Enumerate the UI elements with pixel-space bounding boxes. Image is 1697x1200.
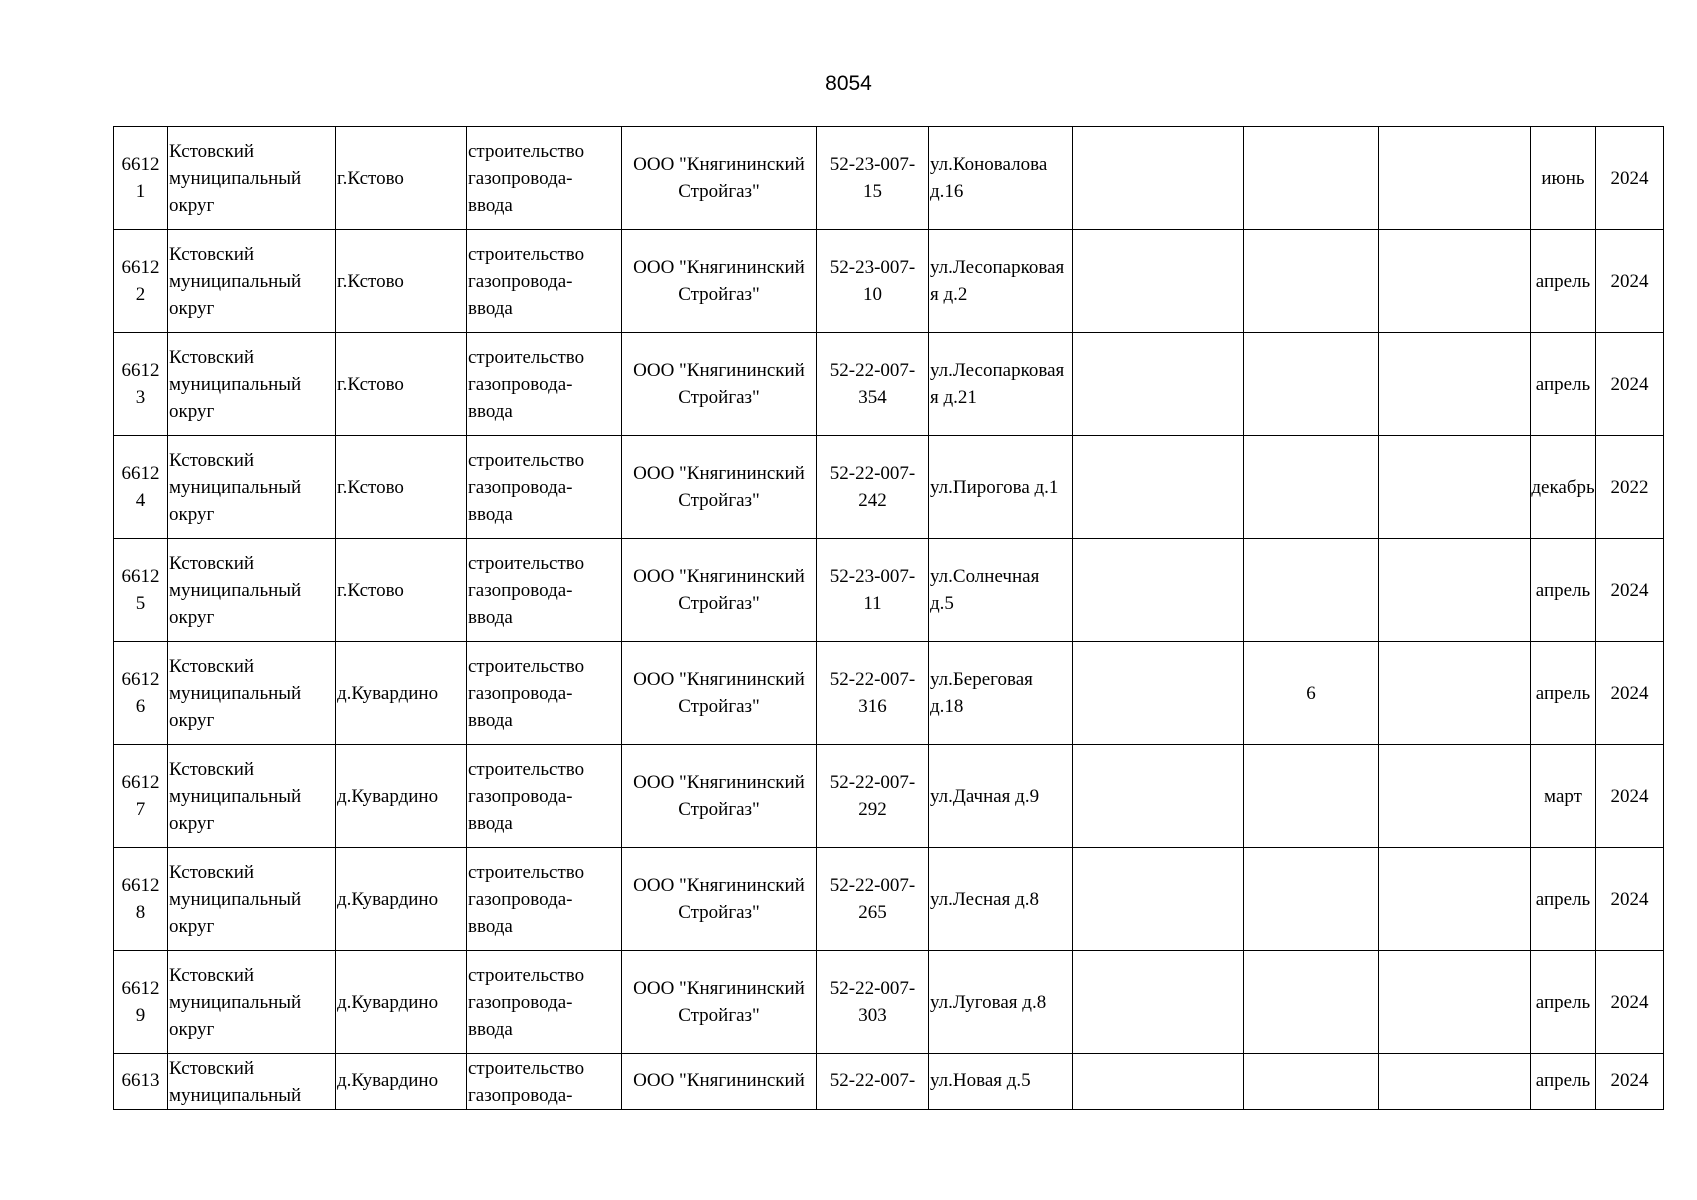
cell-number: [114, 436, 168, 539]
work-line: ввода: [468, 812, 513, 834]
address-line: ул.Солнечная: [930, 566, 1040, 587]
cell-number: [114, 539, 168, 642]
cell-extra-2: [1244, 848, 1379, 951]
cell-extra-3: [1379, 642, 1531, 745]
code-line: 52-23-007-: [829, 566, 916, 587]
cell-extra-3: [1379, 539, 1531, 642]
cell-code: 52-22-007-: [817, 1054, 929, 1110]
code-line: 52-22-007-: [829, 669, 916, 690]
table-row: [114, 1054, 1664, 1110]
code-line: 242: [858, 490, 887, 511]
cell-number: [114, 642, 168, 745]
org-line: Стройгаз": [678, 181, 760, 202]
cell-extra-3: [1379, 436, 1531, 539]
code-line: 52-23-007-: [829, 154, 916, 175]
cell-month: [1531, 539, 1596, 642]
code-line: 11: [863, 593, 882, 614]
work-line: газопровода-: [468, 373, 573, 395]
address-line: д.5: [930, 593, 954, 614]
municipality-line: муниципальный: [169, 373, 302, 395]
org-line: ООО "Княгининский: [633, 875, 805, 896]
cell-locality: [336, 436, 467, 539]
year-text: 2022: [1610, 476, 1649, 498]
cell-month: [1531, 333, 1596, 436]
cell-number: [114, 951, 168, 1054]
municipality-line: муниципальный: [169, 270, 302, 292]
address-line: ул.Пирогова д.1: [930, 476, 1059, 498]
work-line: строительство: [468, 449, 585, 471]
address-line: ул.Лесная д.8: [930, 888, 1039, 910]
cell-month: [1531, 951, 1596, 1054]
cell-address: [929, 333, 1073, 436]
number-part: 6612: [121, 875, 160, 896]
address-line: ул.Береговая: [930, 669, 1033, 690]
address-line: я д.2: [930, 284, 968, 305]
month-text: июнь: [1541, 167, 1585, 189]
work-line: строительство: [468, 758, 585, 780]
table-row: [114, 333, 1664, 436]
municipality-line: Кстовский: [169, 243, 255, 265]
municipality-line: Кстовский: [169, 552, 255, 574]
locality-text: д.Кувардино: [337, 785, 439, 807]
cell-extra-1: [1073, 333, 1244, 436]
municipality-line: Кстовский: [169, 346, 255, 368]
work-line: строительство: [468, 346, 585, 368]
cell-address: [929, 230, 1073, 333]
cell-locality: [336, 951, 467, 1054]
code-line: 52-22-007-: [829, 772, 916, 793]
cell-address: [929, 848, 1073, 951]
cell-year: [1596, 848, 1664, 951]
cell-extra-1: [1073, 848, 1244, 951]
municipality-line: муниципальный: [169, 476, 302, 498]
month-text: апрель: [1535, 579, 1591, 601]
cell-municipality: [168, 230, 336, 333]
cell-year: [1596, 539, 1664, 642]
cell-extra-3: [1379, 333, 1531, 436]
locality-text: г.Кстово: [337, 476, 404, 498]
work-line: строительство: [468, 655, 585, 677]
work-line: строительство: [468, 1058, 585, 1079]
cell-extra-3: [1379, 127, 1531, 230]
cell-organization: ООО "Княгининский: [622, 1054, 817, 1110]
code-line: 303: [858, 1005, 887, 1026]
cell-extra-3: [1379, 848, 1531, 951]
cell-code: [817, 127, 929, 230]
cell-code: [817, 848, 929, 951]
cell-extra-2: [1244, 333, 1379, 436]
org-line: Стройгаз": [678, 284, 760, 305]
cell-empty: [1379, 1054, 1531, 1110]
number-part: 7: [135, 799, 146, 820]
cell-municipality: [168, 127, 336, 230]
cell-extra-2: [1244, 745, 1379, 848]
work-line: газопровода-: [468, 1085, 573, 1106]
cell-year: [1596, 745, 1664, 848]
municipality-line: муниципальный: [169, 888, 302, 910]
locality-text: г.Кстово: [337, 270, 404, 292]
number-part: 6612: [121, 154, 160, 175]
cell-empty: [1073, 1054, 1244, 1110]
cell-extra-1: [1073, 642, 1244, 745]
cell-number: [114, 745, 168, 848]
work-line: газопровода-: [468, 270, 573, 292]
cell-locality: [336, 642, 467, 745]
address-line: д.18: [930, 696, 964, 717]
number-part: 4: [135, 490, 146, 511]
number-part: 6612: [121, 566, 160, 587]
year-text: 2024: [1610, 682, 1649, 704]
code-line: 10: [863, 284, 882, 305]
cell-municipality: [168, 333, 336, 436]
number-part: 2: [135, 284, 146, 305]
cell-work-type: [467, 1054, 622, 1110]
code-line: 52-22-007-: [829, 875, 916, 896]
locality-text: д.Кувардино: [337, 888, 439, 910]
cell-year: 2024: [1596, 1054, 1664, 1110]
org-line: ООО "Княгининский: [633, 669, 805, 690]
number-part: 6: [135, 696, 146, 717]
code-line: 15: [863, 181, 882, 202]
cell-code: [817, 436, 929, 539]
municipality-line: муниципальный: [169, 682, 302, 704]
cell-number: [114, 230, 168, 333]
cell-code: [817, 539, 929, 642]
work-line: ввода: [468, 709, 513, 731]
municipality-line: муниципальный: [169, 785, 302, 807]
work-line: ввода: [468, 194, 513, 216]
municipality-line: муниципальный: [169, 991, 302, 1013]
cell-code: [817, 333, 929, 436]
year-text: 2024: [1610, 373, 1649, 395]
address-line: ул.Лесопарковая: [930, 257, 1065, 278]
code-line: 292: [858, 799, 887, 820]
number-part: 1: [135, 181, 146, 202]
extra-value: 6: [1306, 682, 1316, 704]
locality-text: г.Кстово: [337, 373, 404, 395]
cell-organization: [622, 745, 817, 848]
cell-month: апрель: [1531, 1054, 1596, 1110]
cell-work-type: [467, 848, 622, 951]
cell-extra-2: [1244, 127, 1379, 230]
cell-work-type: [467, 642, 622, 745]
municipality-line: муниципальный: [169, 167, 302, 189]
cell-municipality: [168, 642, 336, 745]
work-line: газопровода-: [468, 579, 573, 601]
municipality-line: Кстовский: [169, 758, 255, 780]
cell-code: [817, 642, 929, 745]
address-line: д.16: [930, 181, 964, 202]
cell-locality: [336, 333, 467, 436]
cell-number: [114, 848, 168, 951]
table-row: [114, 848, 1664, 951]
work-line: ввода: [468, 297, 513, 319]
number-part: 6612: [121, 669, 160, 690]
address-line: ул.Коновалова: [930, 154, 1048, 175]
year-text: 2024: [1610, 785, 1649, 807]
cell-year: [1596, 333, 1664, 436]
cell-extra-2: [1244, 436, 1379, 539]
cell-address: [929, 539, 1073, 642]
cell-month: [1531, 127, 1596, 230]
municipality-line: округ: [169, 709, 215, 731]
cell-address: [929, 642, 1073, 745]
work-line: газопровода-: [468, 785, 573, 807]
cell-extra-1: [1073, 230, 1244, 333]
org-line: Стройгаз": [678, 490, 760, 511]
work-line: строительство: [468, 140, 585, 162]
work-line: строительство: [468, 552, 585, 574]
code-line: 316: [858, 696, 887, 717]
month-text: март: [1544, 785, 1582, 807]
cell-address: [929, 127, 1073, 230]
cell-work-type: [467, 127, 622, 230]
year-text: 2024: [1610, 167, 1649, 189]
cell-code: [817, 230, 929, 333]
cell-year: [1596, 951, 1664, 1054]
org-line: ООО "Княгининский: [633, 978, 805, 999]
cell-locality: [336, 539, 467, 642]
municipality-line: округ: [169, 503, 215, 525]
cell-extra-1: [1073, 745, 1244, 848]
number-part: 9: [135, 1005, 146, 1026]
number-part: 8: [135, 902, 146, 923]
cell-work-type: [467, 951, 622, 1054]
cell-locality: [336, 848, 467, 951]
cell-extra-1: [1073, 436, 1244, 539]
cell-code: [817, 951, 929, 1054]
municipality-line: Кстовский: [169, 964, 255, 986]
cell-year: [1596, 642, 1664, 745]
number-part: 6612: [121, 360, 160, 381]
cell-extra-1: [1073, 539, 1244, 642]
org-line: ООО "Княгининский: [633, 463, 805, 484]
org-line: ООО "Княгининский: [633, 360, 805, 381]
cell-organization: [622, 436, 817, 539]
cell-locality: [336, 745, 467, 848]
work-line: ввода: [468, 915, 513, 937]
municipality-line: Кстовский: [169, 449, 255, 471]
locality-text: г.Кстово: [337, 167, 404, 189]
cell-municipality: [168, 1054, 336, 1110]
cell-extra-3: [1379, 230, 1531, 333]
month-text: декабрь: [1531, 476, 1595, 498]
cell-work-type: [467, 230, 622, 333]
cell-work-type: [467, 436, 622, 539]
cell-month: [1531, 436, 1596, 539]
municipality-line: муниципальный: [169, 579, 302, 601]
cell-municipality: [168, 745, 336, 848]
cell-organization: [622, 848, 817, 951]
cell-address: ул.Новая д.5: [929, 1054, 1073, 1110]
year-text: 2024: [1610, 888, 1649, 910]
month-text: апрель: [1535, 991, 1591, 1013]
cell-empty: [1244, 1054, 1379, 1110]
cell-work-type: [467, 333, 622, 436]
year-text: 2024: [1610, 579, 1649, 601]
work-line: строительство: [468, 964, 585, 986]
year-text: 2024: [1610, 270, 1649, 292]
table-row: [114, 539, 1664, 642]
cell-extra-1: [1073, 951, 1244, 1054]
work-line: строительство: [468, 243, 585, 265]
cell-locality: д.Кувардино: [336, 1054, 467, 1110]
month-text: апрель: [1535, 888, 1591, 910]
municipality-line: округ: [169, 297, 215, 319]
org-line: Стройгаз": [678, 1005, 760, 1026]
municipality-line: Кстовский: [169, 655, 255, 677]
work-line: газопровода-: [468, 476, 573, 498]
cell-month: [1531, 230, 1596, 333]
code-line: 52-22-007-: [829, 360, 916, 381]
cell-month: [1531, 745, 1596, 848]
cell-extra-3: [1379, 745, 1531, 848]
org-line: ООО "Княгининский: [633, 154, 805, 175]
cell-number: 6613: [114, 1054, 168, 1110]
work-line: газопровода-: [468, 167, 573, 189]
cell-address: [929, 745, 1073, 848]
table-row: [114, 230, 1664, 333]
work-line: ввода: [468, 1018, 513, 1040]
document-table: [113, 126, 1664, 1110]
cell-municipality: [168, 951, 336, 1054]
table-row: [114, 745, 1664, 848]
work-line: ввода: [468, 606, 513, 628]
municipality-line: Кстовский: [169, 1058, 255, 1079]
address-line: ул.Лесопарковая: [930, 360, 1065, 381]
cell-organization: [622, 230, 817, 333]
cell-address: [929, 951, 1073, 1054]
municipality-line: округ: [169, 1018, 215, 1040]
org-line: Стройгаз": [678, 902, 760, 923]
work-line: газопровода-: [468, 888, 573, 910]
code-line: 354: [858, 387, 887, 408]
cell-month: [1531, 848, 1596, 951]
cell-municipality: [168, 436, 336, 539]
number-part: 3: [135, 387, 146, 408]
work-line: газопровода-: [468, 991, 573, 1013]
cell-year: [1596, 436, 1664, 539]
cell-organization: [622, 539, 817, 642]
year-text: 2024: [1610, 991, 1649, 1013]
cell-organization: [622, 642, 817, 745]
org-line: Стройгаз": [678, 593, 760, 614]
cell-code: [817, 745, 929, 848]
code-line: 52-22-007-: [829, 463, 916, 484]
org-line: ООО "Княгининский: [633, 257, 805, 278]
work-line: строительство: [468, 861, 585, 883]
municipality-line: округ: [169, 194, 215, 216]
address-line: ул.Луговая д.8: [930, 991, 1047, 1013]
cell-municipality: [168, 848, 336, 951]
number-part: 6612: [121, 257, 160, 278]
municipality-line: округ: [169, 812, 215, 834]
locality-text: г.Кстово: [337, 579, 404, 601]
municipality-line: округ: [169, 606, 215, 628]
municipality-line: Кстовский: [169, 861, 255, 883]
locality-text: д.Кувардино: [337, 991, 439, 1013]
cell-extra-2: [1244, 230, 1379, 333]
cell-extra-1: [1073, 127, 1244, 230]
table-row: [114, 951, 1664, 1054]
month-text: апрель: [1535, 270, 1591, 292]
work-line: ввода: [468, 400, 513, 422]
table-row: [114, 642, 1664, 745]
cell-month: [1531, 642, 1596, 745]
number-part: 5: [135, 593, 146, 614]
org-line: Стройгаз": [678, 387, 760, 408]
cell-organization: [622, 333, 817, 436]
number-part: 6612: [121, 463, 160, 484]
cell-municipality: [168, 539, 336, 642]
org-line: ООО "Княгининский: [633, 772, 805, 793]
cell-extra-2: [1244, 951, 1379, 1054]
cell-organization: [622, 127, 817, 230]
cell-year: [1596, 230, 1664, 333]
cell-extra-2: [1244, 539, 1379, 642]
cell-extra-2: [1244, 642, 1379, 745]
number-part: 6612: [121, 772, 160, 793]
cell-extra-3: [1379, 951, 1531, 1054]
address-line: ул.Дачная д.9: [930, 785, 1040, 807]
code-line: 52-23-007-: [829, 257, 916, 278]
cell-locality: [336, 127, 467, 230]
table-row: [114, 127, 1664, 230]
cell-number: [114, 333, 168, 436]
municipality-line: муниципальный: [169, 1085, 302, 1106]
table-body: [114, 127, 1664, 1110]
cell-number: [114, 127, 168, 230]
address-line: я д.21: [930, 387, 977, 408]
cell-work-type: [467, 745, 622, 848]
page-number: 8054: [825, 72, 872, 95]
month-text: апрель: [1535, 682, 1591, 704]
code-line: 265: [858, 902, 887, 923]
cell-address: [929, 436, 1073, 539]
locality-text: д.Кувардино: [337, 682, 439, 704]
number-part: 6612: [121, 978, 160, 999]
code-line: 52-22-007-: [829, 978, 916, 999]
org-line: ООО "Княгининский: [633, 566, 805, 587]
cell-year: [1596, 127, 1664, 230]
org-line: Стройгаз": [678, 799, 760, 820]
table-row: [114, 436, 1664, 539]
org-line: Стройгаз": [678, 696, 760, 717]
work-line: ввода: [468, 503, 513, 525]
month-text: апрель: [1535, 373, 1591, 395]
cell-organization: [622, 951, 817, 1054]
municipality-line: Кстовский: [169, 140, 255, 162]
cell-work-type: [467, 539, 622, 642]
municipality-line: округ: [169, 400, 215, 422]
work-line: газопровода-: [468, 682, 573, 704]
municipality-line: округ: [169, 915, 215, 937]
cell-locality: [336, 230, 467, 333]
